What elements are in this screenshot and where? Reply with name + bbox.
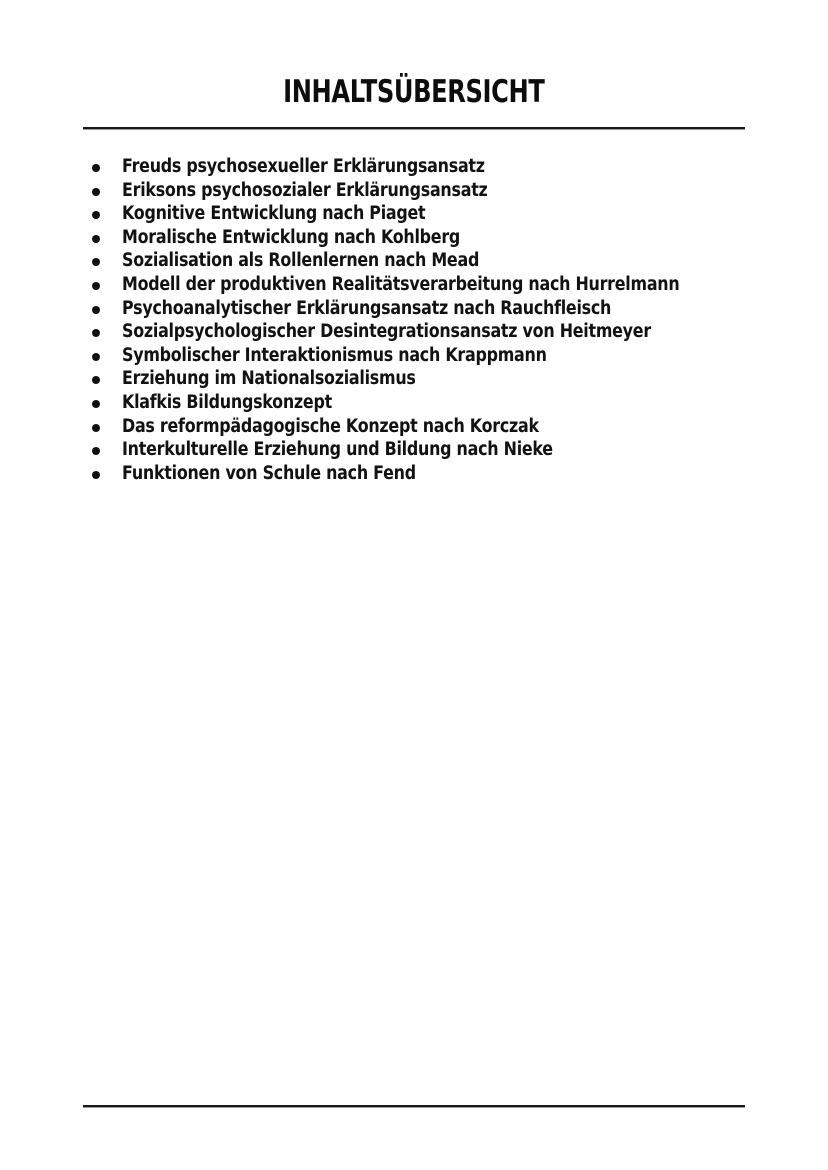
toc-item-label: Interkulturelle Erziehung und Bildung nach Nieke — [122, 439, 553, 461]
bullet-icon — [92, 164, 100, 172]
toc-item-label: Eriksons psychosozialer Erklärungsansatz — [122, 179, 488, 201]
toc-item-label: Kognitive Entwicklung nach Piaget — [122, 203, 426, 225]
bullet-icon — [92, 424, 100, 432]
toc-item-label: Modell der produktiven Realitätsverarbeitung nach Hurrelmann — [122, 273, 680, 295]
toc-item-label: Sozialisation als Rollenlernen nach Mead — [122, 250, 480, 272]
toc-item-label: Sozialpsychologischer Desintegrationsansatz von Heitmeyer — [122, 321, 651, 343]
bullet-icon — [92, 353, 100, 361]
toc-item-label: Freuds psychosexueller Erklärungsansatz — [122, 156, 485, 177]
bullet-icon — [92, 471, 100, 479]
header-divider — [83, 127, 745, 129]
toc-item-label: Symbolischer Interaktionismus nach Krappmann — [122, 344, 547, 366]
toc-item-label: Erziehung im Nationalsozialismus — [122, 368, 416, 390]
bullet-icon — [92, 258, 100, 266]
toc-item-label: Psychoanalytischer Erklärungsansatz nach Rauchfleisch — [122, 297, 612, 319]
footer-divider — [83, 1105, 745, 1107]
bullet-icon — [92, 211, 100, 219]
toc-item-label: Funktionen von Schule nach Fend — [122, 462, 416, 484]
bullet-icon — [92, 282, 100, 290]
bullet-icon — [92, 188, 100, 196]
bullet-icon — [92, 306, 100, 314]
page-title: INHALTSÜBERSICHT — [283, 74, 545, 110]
bullet-icon — [92, 235, 100, 243]
bullet-icon — [92, 376, 100, 384]
toc-item-label: Das reformpädagogische Konzept nach Korczak — [122, 415, 539, 437]
bullet-icon — [92, 447, 100, 455]
bullet-icon — [92, 400, 100, 408]
toc-item-label: Klafkis Bildungskonzept — [122, 391, 332, 413]
bullet-icon — [92, 329, 100, 337]
toc-item-label: Moralische Entwicklung nach Kohlberg — [122, 226, 461, 248]
